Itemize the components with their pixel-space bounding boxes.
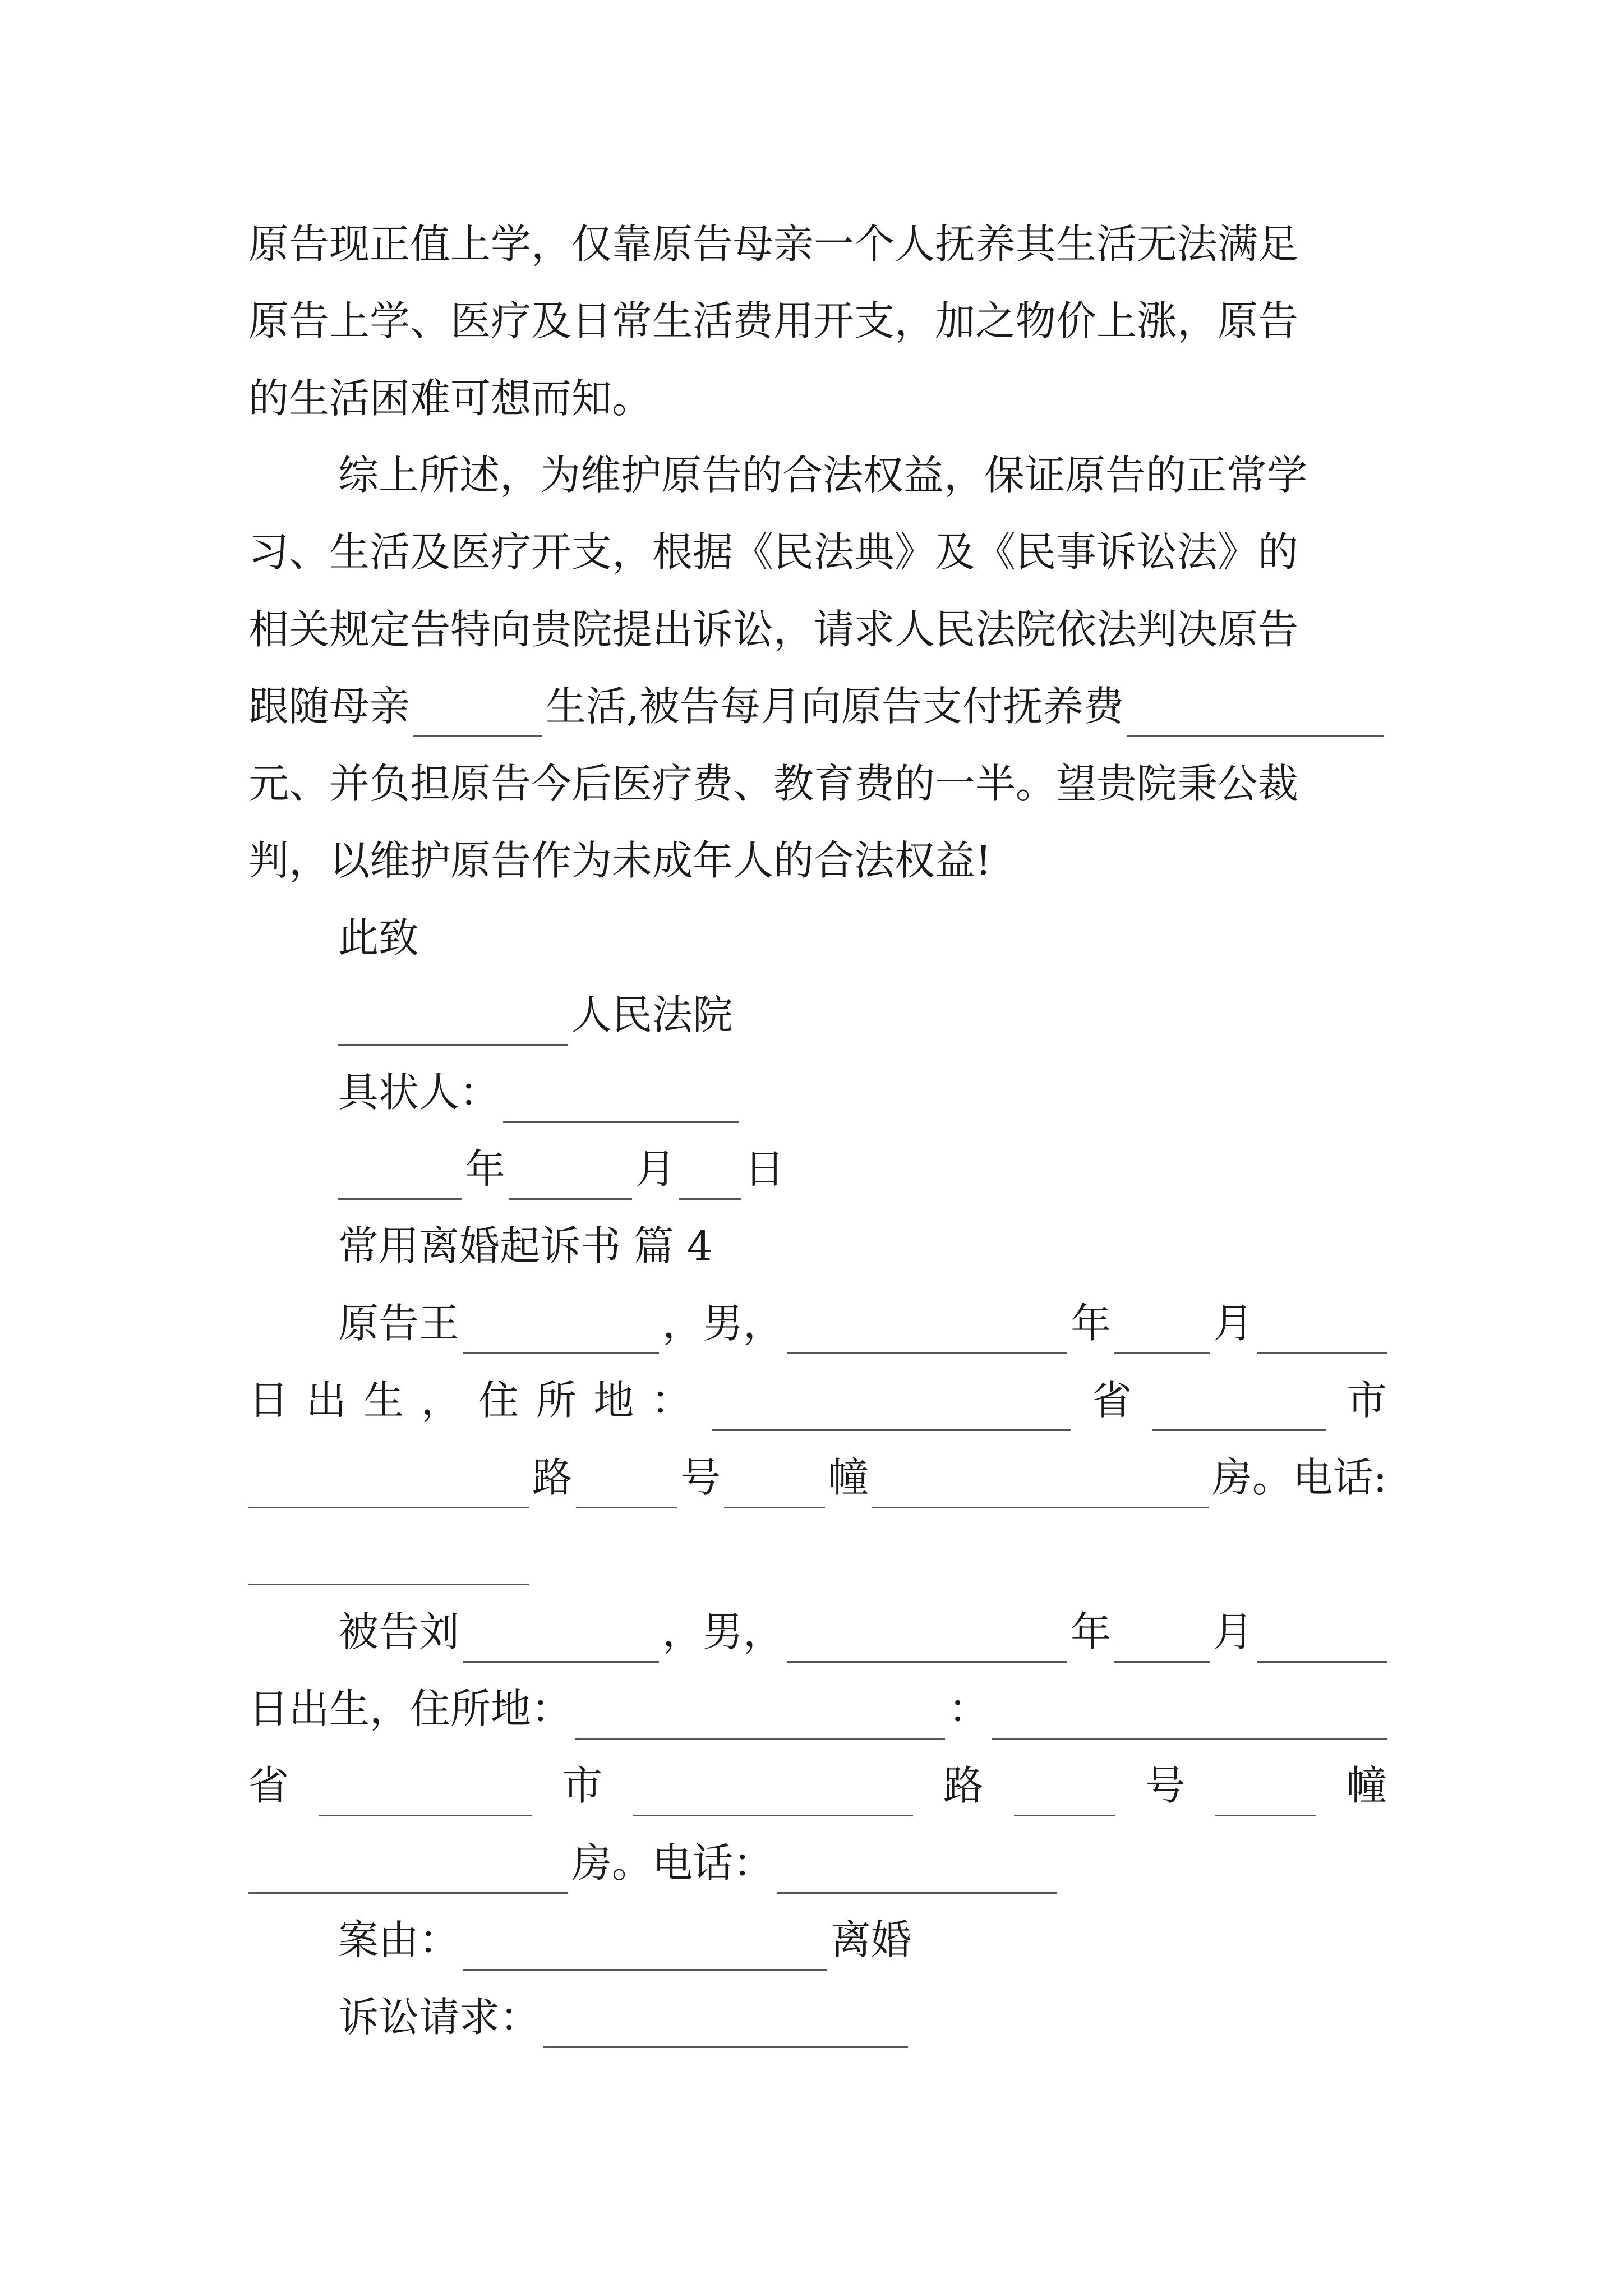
- claims-line: [338, 1986, 1387, 2048]
- city-label: 市: [562, 1762, 603, 1809]
- paragraph-line: 判，以维护原告作为未成年人的合法权益!: [248, 837, 992, 884]
- blank-field-plaintiff-year: [787, 1303, 1067, 1354]
- blank-field-defendant-year: [787, 1612, 1067, 1663]
- blank-field-plaintiff-building: [872, 1457, 1209, 1508]
- blank-field-plaintiff-day: [1257, 1303, 1387, 1354]
- road-label: 路: [532, 1454, 573, 1501]
- plaintiff-line-3: [248, 1447, 1387, 1508]
- blank-field-plaintiff-name: [463, 1303, 659, 1354]
- blank-field-defendant-phone: [777, 1843, 1057, 1894]
- blank-field-plaintiff-month: [1114, 1303, 1210, 1354]
- blank-field-defendant-address-2: [992, 1688, 1387, 1740]
- blank-field-plaintiff-number: [724, 1457, 825, 1508]
- road-label: 路: [943, 1762, 984, 1809]
- signer-label: 具状人：: [338, 1069, 500, 1116]
- salutation: 此致: [338, 914, 419, 961]
- char: 住: [478, 1377, 519, 1424]
- section-title: 常用离婚起诉书 篇 4: [338, 1222, 713, 1269]
- blank-field-plaintiff-address: [712, 1380, 1071, 1431]
- defendant-prefix: 被告刘: [338, 1608, 460, 1655]
- char: 所: [536, 1377, 577, 1424]
- blank-field-cause: [463, 1920, 827, 1971]
- blank-field-defendant-city: [633, 1765, 913, 1816]
- plaintiff-line-1: [338, 1292, 1387, 1354]
- year-label: 年: [465, 1145, 506, 1193]
- plaintiff-line-2: [248, 1369, 1387, 1431]
- blank-field-plaintiff-phone: [248, 1534, 529, 1585]
- paragraph-line: 元、并负担原告今后医疗费、教育费的一半。望贵院秉公裁: [248, 760, 1299, 807]
- colon: ：: [948, 1685, 989, 1732]
- court-label: 人民法院: [571, 991, 734, 1038]
- blank-field-court: [338, 995, 568, 1046]
- defendant-line-1: [338, 1601, 1387, 1663]
- blank-field-day: [679, 1149, 741, 1200]
- year-label: 年: [1071, 1608, 1112, 1655]
- defendant-line-3: [248, 1755, 1387, 1816]
- blank-field-plaintiff-road: [576, 1457, 677, 1508]
- cause-value: 离婚: [831, 1916, 912, 1963]
- plaintiff-line-4: [248, 1524, 1387, 1585]
- room-phone-label: 房。电话:: [1211, 1454, 1387, 1501]
- cause-label: 案由：: [338, 1916, 460, 1963]
- month-label: 月: [1213, 1608, 1254, 1655]
- month-label: 月: [635, 1145, 676, 1193]
- text-segment: 跟随母亲: [248, 683, 411, 730]
- blank-field-defendant-building: [248, 1843, 568, 1894]
- char: ，: [421, 1377, 462, 1424]
- paragraph-line: 相关规定告特向贵院提出诉讼，请求人民法院依法判决原告: [248, 606, 1299, 653]
- char: 生: [363, 1377, 404, 1424]
- blank-field-claims: [543, 1997, 908, 2048]
- birth-address-label: 日出生，住所地：: [248, 1685, 572, 1732]
- blank-field-support-amount: [1127, 686, 1384, 737]
- char: 地: [593, 1377, 634, 1424]
- signer-line: [338, 1061, 1387, 1123]
- blank-field-defendant-name: [463, 1612, 659, 1663]
- claims-label: 诉讼请求：: [338, 1994, 541, 2041]
- blank-field-plaintiff-city: [248, 1457, 529, 1508]
- blank-field-year: [338, 1149, 462, 1200]
- text-segment: 生活,被告每月向原告支付抚养费: [546, 683, 1124, 730]
- city-label: 市: [1346, 1377, 1387, 1424]
- paragraph-line: 综上所述，为维护原告的合法权益，保证原告的正常学: [338, 452, 1308, 499]
- day-label: 日: [744, 1145, 785, 1193]
- blank-field-plaintiff-province: [1152, 1380, 1326, 1431]
- char: 出: [306, 1377, 347, 1424]
- blank-field-living-place: [413, 686, 542, 737]
- blank-field-defendant-address: [575, 1688, 945, 1740]
- year-label: 年: [1071, 1300, 1112, 1347]
- paragraph-line: [248, 675, 1387, 737]
- defendant-line-4: [248, 1832, 1387, 1894]
- paragraph-line: 的生活困难可想而知。: [248, 375, 653, 422]
- blank-field-defendant-number: [1215, 1765, 1316, 1816]
- paragraph-line: 原告现正值上学，仅靠原告母亲一个人抚养其生活无法满足: [248, 220, 1299, 268]
- blank-field-defendant-province: [319, 1765, 532, 1816]
- paragraph-line: 原告上学、医疗及日常生活费用开支，加之物价上涨，原告: [248, 297, 1299, 344]
- court-line: [338, 984, 1387, 1046]
- number-label: 号: [680, 1454, 721, 1501]
- date-line: [338, 1138, 1387, 1200]
- blank-field-defendant-month: [1114, 1612, 1210, 1663]
- blank-field-defendant-road: [1014, 1765, 1115, 1816]
- blank-field-signer: [503, 1072, 739, 1123]
- number-label: 号: [1145, 1762, 1186, 1809]
- char: 日: [248, 1377, 289, 1424]
- plaintiff-gender: ，男，: [662, 1300, 784, 1347]
- province-label: 省: [248, 1762, 289, 1809]
- cause-line: [338, 1909, 1387, 1971]
- room-phone-label: 房。电话：: [571, 1839, 774, 1887]
- plaintiff-prefix: 原告王: [338, 1300, 460, 1347]
- defendant-line-2: [248, 1678, 1387, 1740]
- building-label: 幢: [828, 1454, 869, 1501]
- paragraph-line: 习、生活及医疗开支，根据《民法典》及《民事诉讼法》的: [248, 528, 1299, 576]
- defendant-gender: ，男，: [662, 1608, 784, 1655]
- building-label: 幢: [1346, 1762, 1387, 1809]
- month-label: 月: [1213, 1300, 1254, 1347]
- province-label: 省: [1091, 1377, 1132, 1424]
- char: ：: [651, 1377, 691, 1424]
- blank-field-defendant-day: [1257, 1612, 1387, 1663]
- blank-field-month: [509, 1149, 632, 1200]
